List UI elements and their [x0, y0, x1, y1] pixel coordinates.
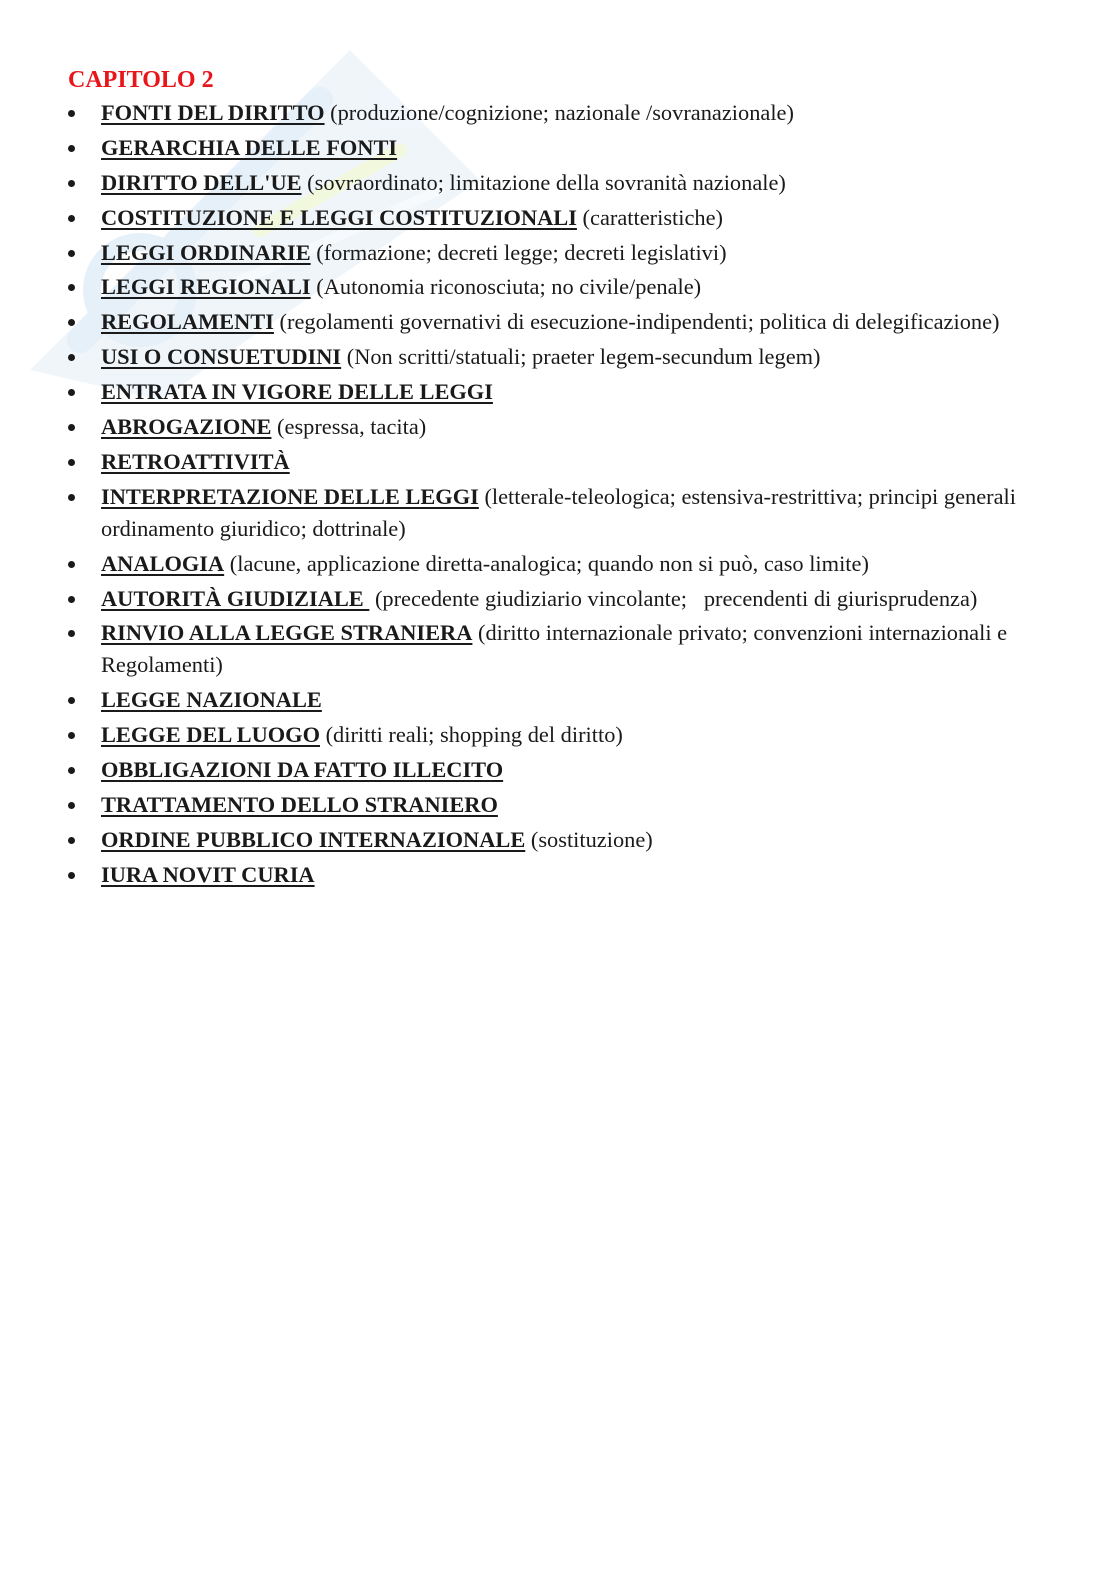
topic-title: INTERPRETAZIONE DELLE LEGGI: [101, 483, 479, 509]
topic-title: DIRITTO DELL'UE: [101, 169, 302, 195]
topic-note: (lacune, applicazione diretta-analogica; quando non si può, caso limite): [224, 550, 869, 576]
topic-note: (sovraordinato; limitazione della sovranità nazionale): [301, 169, 786, 195]
chapter-title: CAPITOLO 2: [68, 67, 214, 93]
topic-title: ANALOGIA: [101, 550, 225, 576]
topic-note: (espressa, tacita): [271, 414, 427, 440]
list-item: [68, 167, 1058, 199]
bullet-icon: [68, 250, 75, 257]
topic-title: RINVIO ALLA LEGGE STRANIERA: [101, 620, 473, 646]
topic-note: (caratteristiche): [576, 204, 724, 230]
bullet-icon: [68, 319, 75, 326]
topic-title: FONTI DEL DIRITTO: [101, 100, 325, 125]
list-item: [68, 617, 1058, 681]
list-item: [68, 446, 1058, 478]
bullet-icon: [68, 630, 75, 637]
bullet-icon: [68, 596, 75, 603]
list-item: [68, 754, 1058, 786]
topic-title: GERARCHIA DELLE FONTI: [101, 134, 398, 160]
list-item: [68, 306, 1058, 338]
topic-note: (precedente giudiziario vincolante; precendenti di giurisprudenza): [369, 585, 978, 611]
topic-title: LEGGE DEL LUOGO: [101, 722, 320, 748]
list-item: [68, 481, 1058, 545]
bullet-icon: [68, 494, 75, 501]
topic-title: LEGGI ORDINARIE: [101, 239, 311, 265]
list-item: [68, 202, 1058, 234]
list-item: [68, 411, 1058, 443]
topic-title: LEGGE NAZIONALE: [101, 687, 322, 713]
topic-title: USI O CONSUETUDINI: [101, 344, 342, 370]
list-item: [68, 376, 1058, 408]
topic-title: IURA NOVIT CURIA: [101, 861, 315, 887]
bullet-icon: [68, 837, 75, 844]
bullet-icon: [68, 284, 75, 291]
topic-title: ABROGAZIONE: [101, 414, 272, 440]
bullet-icon: [68, 459, 75, 466]
bullet-icon: [68, 767, 75, 774]
list-item: [68, 789, 1058, 821]
topic-title: OBBLIGAZIONI DA FATTO ILLECITO: [101, 757, 504, 783]
topic-title: LEGGI REGIONALI: [101, 274, 311, 300]
topic-note: (diritti reali; shopping del diritto): [320, 722, 623, 748]
bullet-icon: [68, 145, 75, 152]
list-item: [68, 719, 1058, 751]
list-item: [68, 684, 1058, 716]
topic-title: TRATTAMENTO DELLO STRANIERO: [101, 792, 498, 818]
topic-title: ORDINE PUBBLICO INTERNAZIONALE: [101, 826, 526, 852]
list-item: [68, 132, 1058, 164]
list-item: [68, 271, 1058, 303]
topic-list: [68, 97, 1058, 894]
topic-note: (Autonomia riconosciuta; no civile/penale): [310, 274, 702, 300]
topic-note: (letterale-teleologica; estensiva-restrittiva; principi generali ordinamento giuridico; dottrinale): [101, 483, 1022, 541]
list-item: [68, 583, 1058, 615]
list-item: [68, 824, 1058, 856]
bullet-icon: [68, 872, 75, 879]
bullet-icon: [68, 354, 75, 361]
list-item: [68, 548, 1058, 580]
bullet-icon: [68, 110, 75, 117]
topic-note: (formazione; decreti legge; decreti legislativi): [310, 239, 727, 265]
bullet-icon: [68, 561, 75, 568]
topic-title: REGOLAMENTI: [101, 309, 274, 335]
bullet-icon: [68, 802, 75, 809]
topic-title: ENTRATA IN VIGORE DELLE LEGGI: [101, 379, 493, 405]
list-item: [68, 341, 1058, 373]
topic-title: RETROATTIVITÀ: [101, 448, 290, 474]
list-item: [68, 859, 1058, 891]
topic-note: (diritto internazionale privato; convenzioni internazionali e Regolamenti): [101, 620, 1013, 678]
bullet-icon: [68, 180, 75, 187]
bullet-icon: [68, 697, 75, 704]
topic-note: (regolamenti governativi di esecuzione-indipendenti; politica di delegificazione): [273, 309, 1000, 335]
topic-note: (sostituzione): [525, 826, 653, 852]
topic-title: COSTITUZIONE E LEGGI COSTITUZIONALI: [101, 204, 577, 230]
bullet-icon: [68, 215, 75, 222]
list-item: [68, 97, 1058, 129]
list-item: [68, 237, 1058, 269]
topic-note: (produzione/cognizione; nazionale /sovranazionale): [324, 100, 794, 125]
topic-note: (Non scritti/statuali; praeter legem-secundum legem): [341, 344, 821, 370]
bullet-icon: [68, 424, 75, 431]
bullet-icon: [68, 732, 75, 739]
bullet-icon: [68, 389, 75, 396]
topic-title: AUTORITÀ GIUDIZIALE: [101, 585, 370, 611]
